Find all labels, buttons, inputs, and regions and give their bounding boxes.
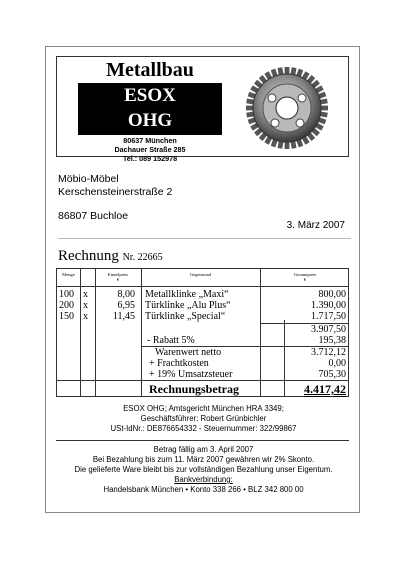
company-address	[75, 136, 225, 163]
invoice-date: 3. März 2007	[286, 220, 345, 231]
header-unit-price-currency: €	[116, 277, 120, 282]
invoice-title-text: Rechnung	[58, 248, 119, 264]
company-name: Metallbau	[106, 59, 194, 81]
divider	[56, 440, 349, 441]
item-unit-price: 11,45	[112, 311, 135, 322]
item-times: x	[83, 311, 88, 322]
item-qty: 200	[59, 300, 74, 311]
gear-icon	[235, 63, 339, 152]
subtotal-value: 3.907,50	[311, 324, 346, 335]
footer-line: ESOX OHG; Amtsgericht München HRA 3349;	[123, 404, 284, 413]
item-description: Türklinke „Special“	[145, 311, 226, 322]
company-phone: Tel.: 089 152978	[122, 154, 178, 163]
grand-total-label: Rechnungsbetrag	[149, 382, 240, 396]
table-row	[59, 300, 79, 311]
table-row	[59, 289, 79, 300]
recipient-address	[58, 173, 172, 199]
header-total-price-label: Gesamtpreis	[293, 272, 317, 277]
bank-details: Handelsbank München • Konto 338 266 • BLZ 342 800 00	[103, 485, 304, 494]
divider	[58, 238, 351, 239]
company-logo-box	[78, 83, 222, 135]
bank-heading: Bankverbindung:	[174, 475, 233, 484]
header-unit-price	[95, 272, 141, 282]
item-unit-price: 8,00	[117, 289, 135, 300]
net-value: 3.712,12	[311, 347, 346, 358]
recipient-street: Kerschensteinerstraße 2	[58, 186, 173, 198]
discount-value: 195,38	[318, 335, 346, 346]
payment-discount: Bei Bezahlung bis zum 11. März 2007 gewähren wir 2% Skonto.	[92, 455, 315, 464]
vat-label: + 19% Umsatzsteuer	[149, 369, 233, 380]
invoice-page	[45, 46, 360, 513]
item-times: x	[83, 300, 88, 311]
header-qty: Menge	[62, 272, 75, 277]
footer-line: USt-IdNr.: DE876654332 - Steuernummer: 322/99867	[110, 424, 297, 433]
header-unit-price-label: Einzelpreis	[107, 272, 129, 277]
company-name-esox: ESOX	[124, 85, 176, 106]
freight-label: + Frachtkosten	[149, 358, 209, 369]
item-qty: 150	[59, 311, 74, 322]
header-total-price	[260, 272, 350, 282]
item-unit-price: 6,95	[117, 300, 135, 311]
item-total: 1.717,50	[311, 311, 346, 322]
invoice-number: Nr. 22665	[122, 252, 163, 263]
net-label: Warenwert netto	[155, 347, 222, 358]
payment-due: Betrag fällig am 3. April 2007	[153, 445, 254, 454]
recipient-name: Möbio-Möbel	[58, 173, 119, 185]
invoice-title	[58, 248, 163, 265]
header-item: Gegenstand	[189, 272, 212, 277]
vat-value: 705,30	[318, 369, 346, 380]
footer-line: Geschäftsführer: Robert Grünbichler	[140, 414, 267, 423]
item-description: Türklinke „Alu Plus“	[145, 300, 231, 311]
recipient-zip-city: 86807 Buchloe	[58, 210, 129, 222]
letterhead	[56, 56, 349, 163]
grand-total-value: 4.417,42	[304, 382, 346, 396]
company-legal-footer	[46, 404, 361, 434]
company-city: 80637 München	[123, 136, 177, 145]
payment-terms	[46, 445, 361, 495]
item-total: 800,00	[318, 289, 346, 300]
payment-ownership: Die gelieferte Ware bleibt bis zur vollständigen Bezahlung unser Eigentum.	[74, 465, 333, 474]
item-times: x	[83, 289, 88, 300]
table-row	[59, 311, 79, 322]
freight-value: 0,00	[328, 358, 346, 369]
company-street: Dachauer Straße 285	[114, 145, 186, 154]
discount-label: - Rabatt 5%	[147, 335, 195, 346]
items-table	[56, 268, 349, 397]
item-qty: 100	[59, 289, 74, 300]
item-description: Metallklinke „Maxi“	[145, 289, 229, 300]
header-total-price-currency: €	[303, 277, 307, 282]
item-total: 1.390,00	[311, 300, 346, 311]
company-name-ohg: OHG	[127, 110, 173, 131]
